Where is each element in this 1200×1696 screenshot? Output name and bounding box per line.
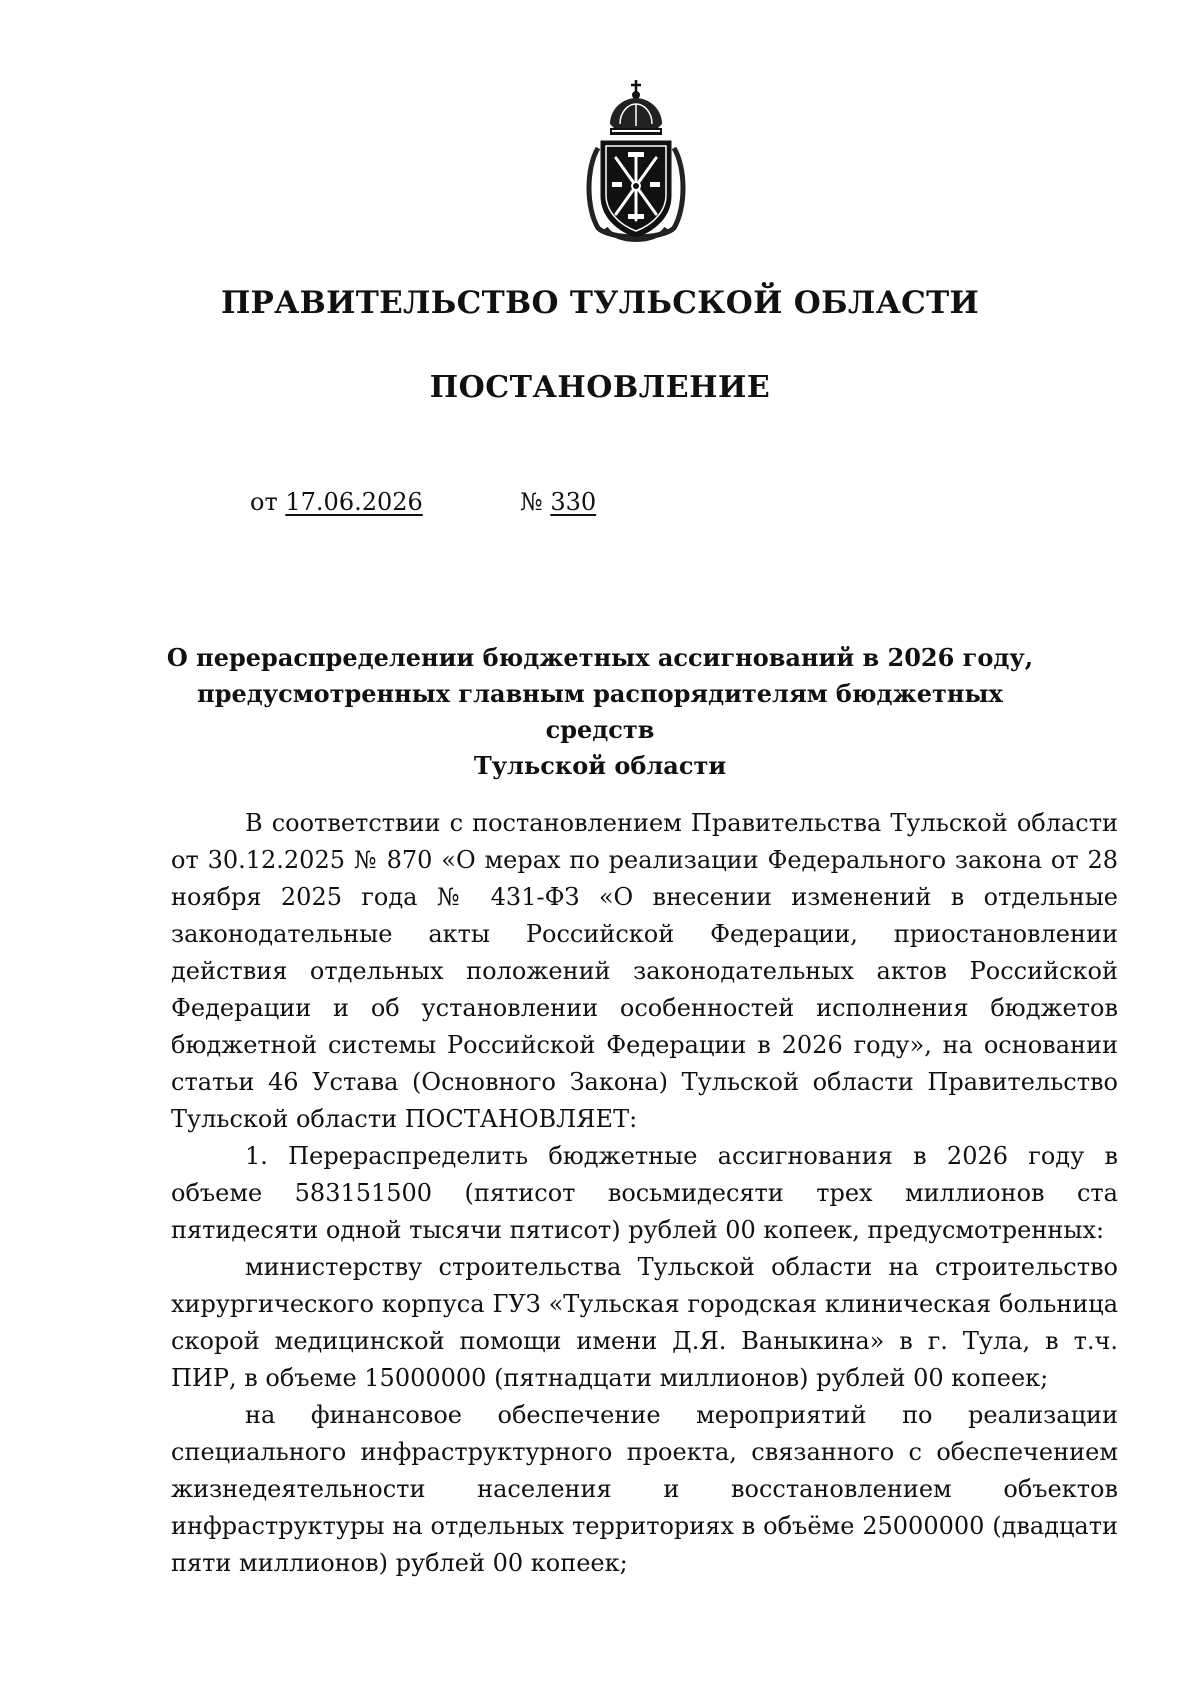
- number-value: 330: [550, 488, 597, 516]
- document-date: [250, 488, 423, 516]
- document-title: [150, 640, 1050, 784]
- coat-of-arms-icon: [576, 78, 696, 246]
- title-line: О перераспределении бюджетных ассигнований в 2026 году,: [166, 643, 1034, 672]
- document-body: [171, 805, 1118, 1582]
- body-paragraph: В соответствии с постановлением Правительства Тульской области от 30.12.2025 № 870 «О мерах по реализации Федерального закона от 28 ноября 2025 года № 431-ФЗ «О внесении изменений в отдельные законодательные акты Российской Федерации, приостановлении действия отдельных положений законодательных актов Российской Федерации и об установлении особенностей исполнения бюджетов бюджетной системы Российской Федерации в 2026 году», на основании статьи 46 Устава (Основного Закона) Тульской области Правительство Тульской области ПОСТАНОВЛЯЕТ:: [171, 809, 1118, 1133]
- title-line: предусмотренных главным распорядителям бюджетных средств: [197, 679, 1003, 744]
- number-prefix: №: [520, 488, 543, 516]
- body-paragraph: 1. Перераспределить бюджетные ассигнования в 2026 году в объеме 583151500 (пятисот восьмидесяти трех миллионов ста пятидесяти одной тысячи пятисот) рублей 00 копеек, предусмотренных:: [171, 1142, 1118, 1244]
- body-paragraph: министерству строительства Тульской области на строительство хирургического корпуса ГУЗ «Тульская городская клиническая больница скорой медицинской помощи имени Д.Я. Ваныкина» в г. Тула, в т.ч. ПИР, в объеме 15000000 (пятнадцати миллионов) рублей 00 копеек;: [171, 1253, 1118, 1392]
- date-prefix: от: [250, 488, 278, 516]
- date-value: 17.06.2026: [285, 488, 423, 516]
- organization-name: ПРАВИТЕЛЬСТВО ТУЛЬСКОЙ ОБЛАСТИ: [220, 285, 980, 321]
- body-paragraph: на финансовое обеспечение мероприятий по реализации специального инфраструктурного проекта, связанного с обеспечением жизнедеятельности населения и восстановлением объектов инфраструктуры на отдельных территориях в объёме 25000000 (двадцати пяти миллионов) рублей 00 копеек;: [171, 1401, 1118, 1577]
- document-type: ПОСТАНОВЛЕНИЕ: [429, 370, 771, 405]
- document-number: [520, 488, 596, 516]
- title-line: Тульской области: [473, 751, 727, 780]
